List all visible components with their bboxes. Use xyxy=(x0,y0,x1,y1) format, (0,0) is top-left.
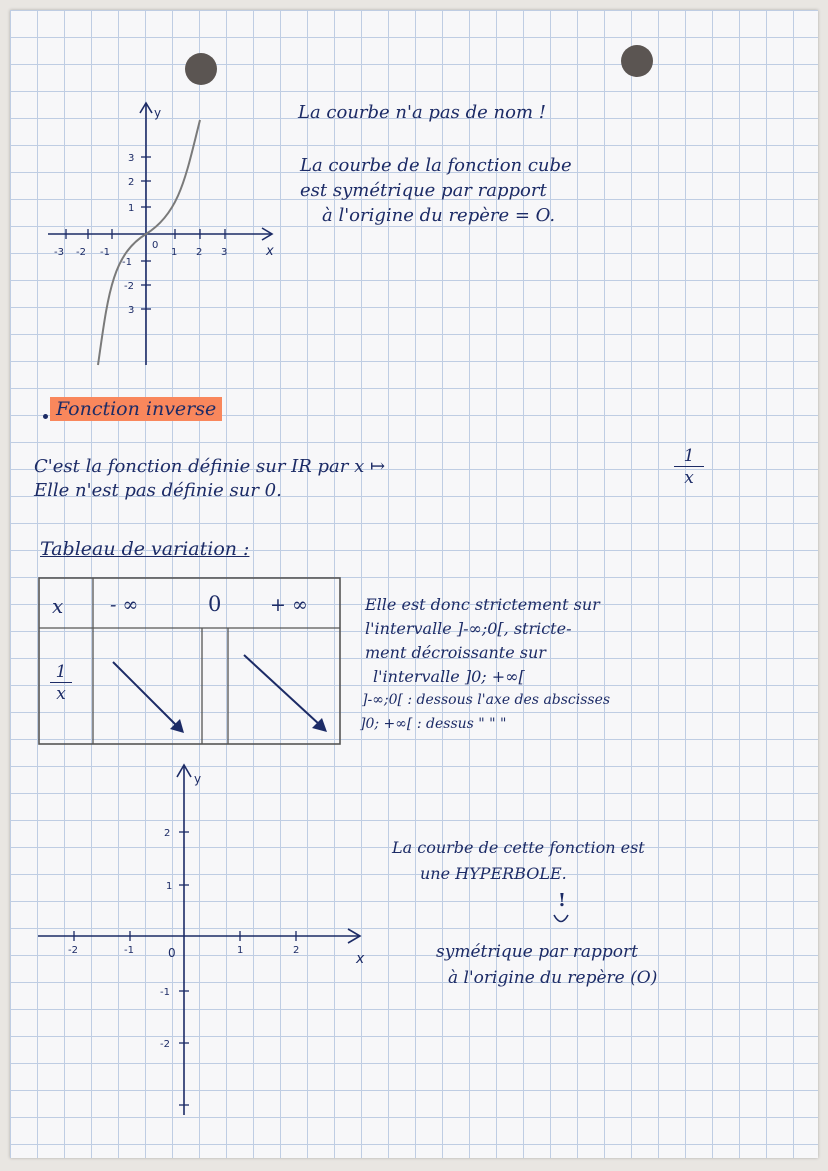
inverse-definition-line-1: C'est la fonction définie sur IR par x ↦ xyxy=(34,456,386,477)
definition-fraction-denominator: x xyxy=(684,468,694,488)
table-fraction-denominator: x xyxy=(56,684,66,704)
variation-note-line: ]-∞;0[ : dessous l'axe des abscisses xyxy=(362,692,611,708)
cube-y-tick-label: -1 xyxy=(122,257,132,268)
variation-note-line: l'intervalle ]0; +∞[ xyxy=(373,667,525,686)
definition-fraction-numerator: 1 xyxy=(674,446,704,467)
inverse-definition-line-2: Elle n'est pas définie sur 0. xyxy=(34,480,282,501)
inverse-y-tick-label: -2 xyxy=(160,1039,170,1050)
inverse-x-tick-label: 2 xyxy=(293,945,300,956)
cube-symmetry-line-1: La courbe de la fonction cube xyxy=(300,155,572,176)
cube-x-tick-label: -3 xyxy=(54,247,64,258)
table-fraction-numerator: 1 xyxy=(50,662,72,683)
cube-y-tick-label: 1 xyxy=(128,203,135,214)
decreasing-arrow-right xyxy=(244,655,320,725)
hyperbole-note-line-4: à l'origine du repère (O) xyxy=(448,968,658,988)
hyperbole-note-line-2: une HYPERBOLE. xyxy=(420,864,567,883)
table-plus-infinity: + ∞ xyxy=(270,594,308,616)
cube-origin-label: 0 xyxy=(152,240,159,251)
binder-hole-right xyxy=(621,45,653,77)
cube-x-tick-label: 2 xyxy=(196,247,203,258)
hyperbole-arrow-mark: ! xyxy=(558,890,566,911)
table-minus-infinity: - ∞ xyxy=(110,594,139,616)
inverse-y-tick-label: 1 xyxy=(166,881,173,892)
hyperbole-note-line-3: symétrique par rapport xyxy=(436,942,638,962)
cube-y-tick-label: 3 xyxy=(128,153,135,164)
inverse-origin-label: 0 xyxy=(168,946,176,960)
variation-note-line: Elle est donc strictement sur xyxy=(365,595,600,614)
down-arrow-icon xyxy=(551,912,571,930)
table-one-over-x xyxy=(50,662,72,705)
cube-x-tick-label: 1 xyxy=(171,247,178,258)
binder-hole-left xyxy=(185,53,217,85)
table-zero: 0 xyxy=(208,592,222,616)
cube-x-tick-label: -1 xyxy=(100,247,110,258)
cube-y-tick-label: 2 xyxy=(128,177,135,188)
variation-note-line: l'intervalle ]-∞;0[, stricte- xyxy=(365,619,572,638)
inverse-y-tick-label: 2 xyxy=(164,828,171,839)
cube-x-axis-label: x xyxy=(266,244,274,259)
cube-no-name-note: La courbe n'a pas de nom ! xyxy=(298,102,546,123)
inverse-x-tick-label: -2 xyxy=(68,945,78,956)
inverse-x-tick-label: 1 xyxy=(237,945,244,956)
variation-note-line: ment décroissante sur xyxy=(365,643,546,662)
inverse-x-axis-label: x xyxy=(356,951,365,967)
inverse-y-tick-label: -1 xyxy=(160,987,170,998)
inverse-function-heading xyxy=(50,398,222,420)
inverse-function-graph xyxy=(30,755,380,1125)
inverse-heading-text: Fonction inverse xyxy=(50,397,222,421)
cube-x-tick-label: -2 xyxy=(76,247,86,258)
cube-function-graph xyxy=(40,95,290,380)
cube-y-tick-label: 3 xyxy=(128,305,135,316)
cube-x-tick-label: 3 xyxy=(221,247,228,258)
decreasing-arrow-left xyxy=(113,662,178,727)
hyperbole-note-line-1: La courbe de cette fonction est xyxy=(392,838,645,857)
cube-symmetry-line-3: à l'origine du repère = O. xyxy=(322,205,556,226)
notebook-page xyxy=(10,10,818,1158)
cube-symmetry-line-2: est symétrique par rapport xyxy=(300,180,547,201)
inverse-x-tick-label: -1 xyxy=(124,945,134,956)
cube-y-tick-label: -2 xyxy=(124,281,134,292)
heading-bullet xyxy=(43,414,48,419)
table-x-label: x xyxy=(52,594,64,618)
variation-table-title: Tableau de variation : xyxy=(40,538,250,560)
variation-note-line: ]0; +∞[ : dessus " " " xyxy=(360,716,507,732)
cube-y-axis-label: y xyxy=(154,106,162,120)
definition-fraction xyxy=(674,446,704,489)
inverse-y-axis-label: y xyxy=(194,772,202,786)
